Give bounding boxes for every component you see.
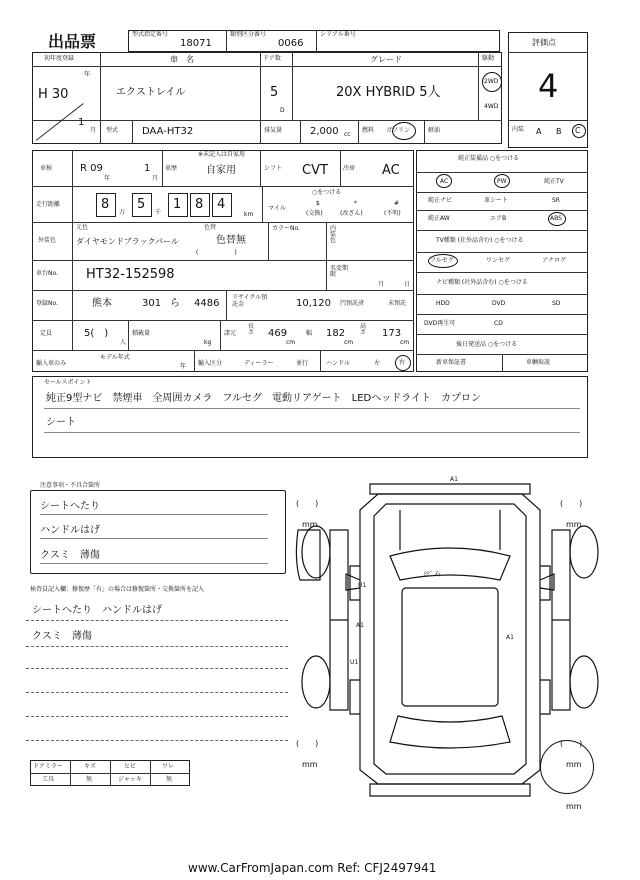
mileage-digit-2: 5 <box>137 197 146 212</box>
star-mark: * <box>354 200 357 207</box>
color-change: 色替無 <box>216 235 246 246</box>
diesel-label: 軽油 <box>428 127 441 134</box>
colorno-label: カラーNo. <box>272 225 300 232</box>
note-item-3: クスミ 薄傷 <box>40 550 100 561</box>
year-unit: 年 <box>84 71 91 78</box>
first-reg-era: H 30 <box>38 87 69 102</box>
handle-label: ハンドル <box>326 360 351 367</box>
mileage-digit-3: 1 <box>173 197 182 212</box>
shaken-year-unit: 年 <box>104 175 111 182</box>
doors-label: ドア数 <box>263 55 281 62</box>
first-reg-label: 初年度登録 <box>44 55 75 62</box>
star-sub: (改ざん) <box>340 210 363 217</box>
grade-label: グレード <box>370 55 402 64</box>
int-grade-a: A <box>536 127 542 136</box>
chassis-value: HT32-152598 <box>86 267 175 282</box>
nm-month: 月 <box>378 281 385 288</box>
score-value: 4 <box>538 67 559 105</box>
serial-label: シリアル番号 <box>320 31 356 38</box>
parallel-option: 並行 <box>296 360 309 367</box>
use-note: ※未記入は自家用 <box>198 151 246 158</box>
missing-h-2: キズ <box>84 763 96 770</box>
mileage-digit-1: 8 <box>101 197 110 212</box>
navi-type-label: ナビ種類 (社外品含む) ○をつける <box>436 279 528 286</box>
km-unit: km <box>244 211 254 218</box>
first-reg-month: 1 <box>78 117 85 128</box>
missing-h-4: ワレ <box>162 763 175 770</box>
type-label: 型式指定番号 <box>132 31 169 38</box>
equip-sr: SR <box>552 197 560 204</box>
name-change-label: 名変期限 <box>330 265 349 278</box>
mileage-digit-5: 4 <box>217 197 226 212</box>
sales-point-block <box>32 376 588 458</box>
chassis-label: 車台No. <box>36 270 58 277</box>
load-label: 積載量 <box>132 330 151 337</box>
model-year-unit: 年 <box>180 363 187 370</box>
missing-h-3: ヒビ <box>124 763 137 770</box>
drive-4wd: 4WD <box>484 103 499 110</box>
doors-value: 5 <box>270 85 279 100</box>
interior-color-label: 内装色 <box>330 225 337 244</box>
shaken-month-unit: 月 <box>152 175 159 182</box>
dollar-mark: $ <box>316 200 320 207</box>
disp-label: 排気量 <box>264 127 283 134</box>
navi-cd: CD <box>494 320 503 327</box>
height-value: 173 <box>382 328 402 339</box>
mileage-label: 走行距離 <box>36 201 61 208</box>
import-label: 輸入車のみ <box>36 360 67 367</box>
drive-2wd: 2WD <box>484 78 499 85</box>
fuel-value: ガソリン <box>386 127 411 134</box>
cc-unit: cc <box>344 131 351 138</box>
orig-color-label: 元色 <box>76 224 89 231</box>
sales-label: セールスポイント <box>44 379 92 386</box>
use-value: 自家用 <box>206 165 236 176</box>
cat-no: 0066 <box>278 38 304 49</box>
drive-label: 駆動 <box>482 55 495 62</box>
mile-mark-note: ○をつける <box>312 189 342 196</box>
shift-label: シフト <box>264 165 283 172</box>
sales-line-2: シート <box>46 417 76 428</box>
sales-line-1: 純正9型ナビ 禁煙車 全周囲カメラ フルセグ 電動リアゲート LEDヘッドライト カプロン <box>46 393 481 404</box>
navi-dvd: DVD <box>492 300 506 307</box>
diag-u1-a: U1 <box>358 582 367 589</box>
model-year-label: モデル年式 <box>100 354 130 361</box>
cat-label: 類別区分番号 <box>230 31 267 38</box>
capacity-label: 定員 <box>40 330 53 337</box>
diag-u1-b: U1 <box>350 659 359 666</box>
equip-ac: AC <box>440 178 449 185</box>
int-grade-b: B <box>556 127 562 136</box>
missing-r-3: ジャッキ <box>118 776 142 783</box>
door-sub: D <box>280 107 285 114</box>
person-unit: 人 <box>120 339 127 346</box>
import-type-label: 輸入区分 <box>198 360 223 367</box>
equip-aw: 純正AW <box>428 215 450 222</box>
color-change-label: 色替 <box>204 224 217 231</box>
diag-a1-left: A1 <box>356 622 364 629</box>
spare-tire <box>540 740 594 794</box>
reg-kana: ら <box>170 298 180 309</box>
shift-value: CVT <box>302 163 328 178</box>
tread-mm-fr: mm <box>566 520 582 529</box>
footer-ref: www.CarFromJapan.com Ref: CFJ2497941 <box>188 861 437 875</box>
diag-a1-right: A1 <box>506 634 514 641</box>
disp-value: 2,000 <box>310 126 339 137</box>
reg-num: 4486 <box>194 298 220 309</box>
mileage-digit-4: 8 <box>195 197 204 212</box>
shaken-value: R 09 <box>80 163 103 174</box>
inspector-line-1: シートへたり ハンドルはげ <box>32 605 162 616</box>
form-title: 出品票 <box>48 32 97 51</box>
missing-h-1: ドアミラー <box>33 763 63 770</box>
note-item-1: シートへたり <box>40 501 100 512</box>
inspector-label: 検査員記入欄：修復歴「有」の場合は修復箇所・交換箇所を記入 <box>30 586 205 593</box>
tv-type-label: TV種類 (社外品含む) ○をつける <box>436 237 524 244</box>
hash-mark: # <box>394 200 400 207</box>
navi-sd: SD <box>552 300 561 307</box>
dollar-sub: (交換) <box>306 210 323 217</box>
tread-mm-rr: mm <box>566 760 582 769</box>
length-cm: cm <box>286 339 296 346</box>
tread-mm-fl: mm <box>302 520 318 529</box>
model-value: DAA-HT32 <box>142 126 194 137</box>
length-label: 長さ <box>248 323 255 336</box>
score-label: 評価点 <box>532 38 556 47</box>
size-label: 諸元 <box>224 330 237 337</box>
navi-hdd: HDD <box>436 300 450 307</box>
width-cm: cm <box>344 339 354 346</box>
dealer-option: ディーラー <box>244 360 274 367</box>
handle-left: 左 <box>374 360 381 367</box>
missing-r-2: 無 <box>86 776 93 783</box>
reg-label: 登録No. <box>36 300 58 307</box>
equip-pw: PW <box>497 178 507 185</box>
man-unit: 万 <box>119 209 126 216</box>
reg-class: 301 <box>142 298 162 309</box>
sen-unit: 千 <box>155 209 162 216</box>
inspector-line-2: クスミ 薄傷 <box>32 631 92 642</box>
tread-mm-rl: mm <box>302 760 318 769</box>
tv-oneseg: ワンセグ <box>486 257 511 264</box>
kg-unit: kg <box>204 339 212 346</box>
doc-manual: 車輌取説 <box>526 359 551 366</box>
equip-tv: 純正TV <box>544 178 564 185</box>
tread-mm-spare: mm <box>566 802 582 811</box>
equip-navi: 純正ナビ <box>428 197 453 204</box>
fuel-label: 燃料 <box>362 127 375 134</box>
car-name: エクストレイル <box>116 87 186 98</box>
car-name-label: 車 名 <box>170 55 194 64</box>
aircon-value: AC <box>382 163 400 178</box>
note-item-2: ハンドルはげ <box>40 525 100 536</box>
color-paren: ( ) <box>196 249 237 256</box>
month-unit: 月 <box>90 127 97 134</box>
equip-abs: ABS <box>550 215 562 222</box>
diag-hibi: ﾋﾋﾞ 石 <box>424 571 441 578</box>
orig-color: ダイヤモンドブラックパール <box>76 237 179 246</box>
length-value: 469 <box>268 328 288 339</box>
hash-sub: (不明) <box>384 210 401 217</box>
nm-day: 日 <box>404 281 411 288</box>
std-equip-label: 純正装備品 ○をつける <box>458 155 520 162</box>
missing-r-4: 無 <box>166 776 173 783</box>
missing-r-1: 工具 <box>42 776 55 783</box>
equip-airbag: エアB <box>490 215 507 222</box>
navi-dvd-play: DVD再生可 <box>424 320 456 327</box>
recycle-amount: 10,120 <box>296 298 331 309</box>
type-no: 18071 <box>180 38 212 49</box>
height-label: 高さ <box>360 323 367 336</box>
capacity-value: 5( ) <box>84 328 109 339</box>
recycle-label: リサイクル預託金 <box>232 294 268 309</box>
shaken-label: 車検 <box>40 165 53 172</box>
equip-leather: 革シート <box>484 197 509 204</box>
width-value: 182 <box>326 328 346 339</box>
shaken-month: 1 <box>144 163 151 174</box>
tv-fullseg: フルセグ <box>430 257 454 264</box>
doc-warranty: 新車保証書 <box>436 359 467 366</box>
recycle-unit: 円預託済 <box>340 300 365 307</box>
reg-area: 熊本 <box>92 298 112 309</box>
width-label: 幅 <box>306 330 313 337</box>
model-label: 型式 <box>106 127 119 134</box>
mile-label: マイル <box>268 205 286 212</box>
height-cm: cm <box>400 339 410 346</box>
later-docs-label: 後日発送品 ○をつける <box>456 341 518 348</box>
handle-right: 右 <box>399 359 406 366</box>
aircon-label: 冷房 <box>343 165 356 172</box>
notes-label: 注意事項・不具合箇所 <box>40 482 101 489</box>
color-label: 外装色 <box>38 237 57 244</box>
interior-label: 内装 <box>512 126 525 133</box>
use-label: 車歴 <box>165 165 178 172</box>
tv-analog: アナログ <box>542 257 567 264</box>
grade-value: 20X HYBRID 5人 <box>336 85 441 100</box>
diag-a1-top: A1 <box>450 476 458 483</box>
unpaid-label: 未預託 <box>388 300 407 307</box>
int-grade-c: C <box>575 126 581 135</box>
